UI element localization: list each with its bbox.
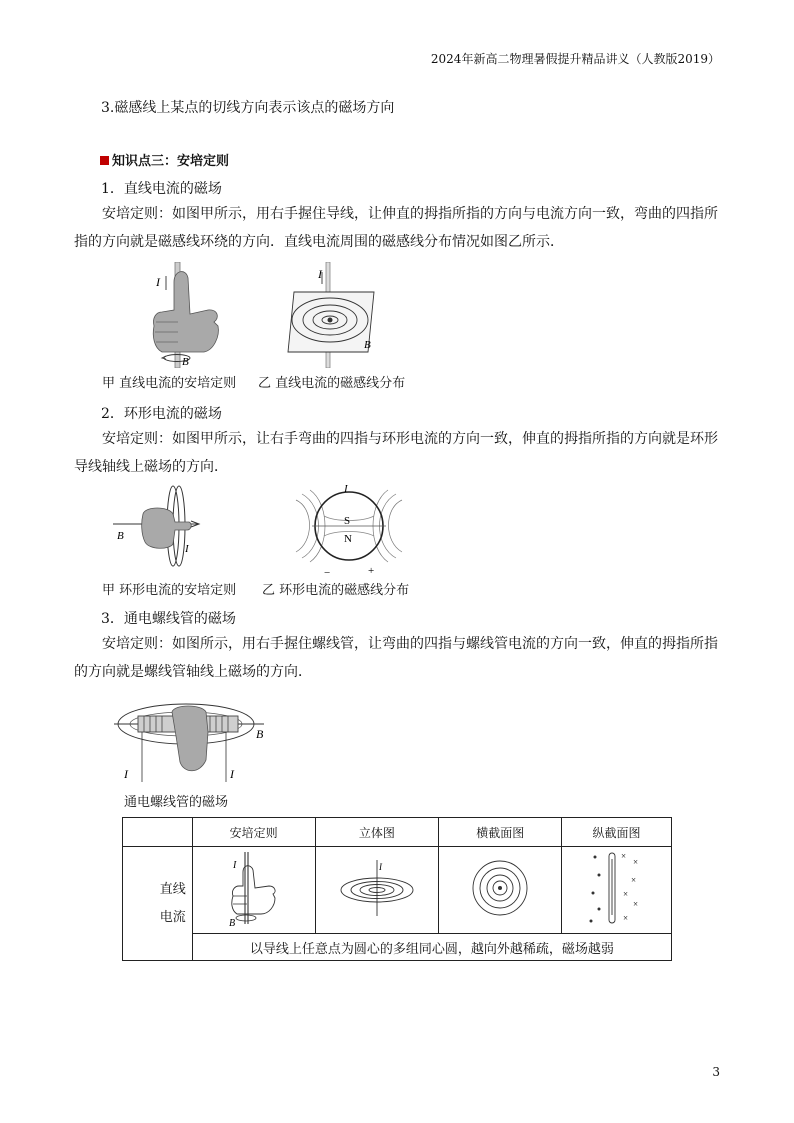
table-header-cell: 安培定则 <box>192 818 315 847</box>
fig3-label-I-right: I <box>230 767 234 781</box>
fig3-label-I-left: I <box>124 767 128 781</box>
fig1a-label-B: B <box>182 356 189 368</box>
section-2-caption-a: 甲 环形电流的安培定则 <box>102 583 237 598</box>
section-1-text: 安培定则：如图甲所示，用右手握住导线，让伸直的拇指所指的方向与电流方向一致，弯曲的四指所指的方向就是磁感线环绕的方向．直线电流周围的磁感线分布情况如图乙所示． <box>74 206 718 250</box>
table-cross-section-figure <box>465 853 535 923</box>
table-cell-3d <box>315 847 439 934</box>
fig1a-label-I: I <box>156 275 160 289</box>
section-3-caption: 通电螺线管的磁场 <box>124 795 229 810</box>
straight-wire-field-figure <box>284 262 380 368</box>
fig1b-label-I: I <box>318 267 322 281</box>
page-header: 2024年新高二物理暑假提升精品讲义（人教版2019） <box>430 52 720 66</box>
field-into-page-icon: × <box>622 889 628 899</box>
fig2b-label-S: S <box>344 515 351 527</box>
section-3-text: 安培定则：如图所示，用右手握住螺线管，让弯曲的四指与螺线管电流的方向一致，伸直的拇指所指的方向就是螺线管轴线上磁场的方向． <box>74 636 718 680</box>
square-marker-icon <box>100 156 109 165</box>
fig2b-label-plus: + <box>368 565 375 577</box>
knowledge-point-title <box>100 150 229 169</box>
table-ampere-hand-figure <box>219 850 289 926</box>
knowledge-point-title-text: 知识点三：安培定则 <box>112 154 230 169</box>
table-header-cell: 纵截面图 <box>562 818 672 847</box>
section-1-heading: 1．直线电流的磁场 <box>101 181 222 197</box>
table-header-cell: 立体图 <box>315 818 439 847</box>
table-cell-longitudinal <box>562 847 672 934</box>
table-header-cell: 横截面图 <box>439 818 562 847</box>
table-cell-ampere <box>192 847 315 934</box>
fig3-label-B: B <box>256 727 264 741</box>
field-into-page-icon: × <box>632 899 638 909</box>
section-1-caption-a: 甲 直线电流的安培定则 <box>102 376 237 391</box>
fig2b-label-minus: − <box>324 567 331 578</box>
field-into-page-icon: × <box>632 857 638 867</box>
fig2a-label-B: B <box>117 530 124 542</box>
table-description: 以导线上任意点为圆心的多组同心圆，越向外越稀疏，磁场越弱 <box>192 934 671 961</box>
table-row-label <box>123 847 193 961</box>
section-2-heading: 2．环形电流的磁场 <box>101 406 222 422</box>
straight-wire-hand-figure <box>148 262 228 368</box>
fig2b-label-I: I <box>344 483 348 495</box>
page-number: 3 <box>712 1065 720 1079</box>
table-header-cell <box>123 818 193 847</box>
fig2a-label-I: I <box>185 543 189 555</box>
ring-current-field-figure <box>294 480 404 578</box>
table-row-label-line-1: 直线 <box>159 881 186 897</box>
table-row <box>123 847 672 934</box>
ampere-rule-table <box>122 817 672 961</box>
fig2b-label-N: N <box>344 533 352 545</box>
ring-current-hand-figure <box>113 484 203 574</box>
table-3d-label-I: I <box>378 862 382 872</box>
section-2-caption-b: 乙 环形电流的磁感线分布 <box>262 583 410 598</box>
solenoid-hand-figure <box>114 690 274 786</box>
section-2-text: 安培定则：如图甲所示，让右手弯曲的四指与环形电流的方向一致，伸直的拇指所指的方向就是环形导线轴线上磁场的方向． <box>74 431 718 475</box>
table-3d-field-figure <box>332 858 422 918</box>
field-into-page-icon: × <box>630 875 636 885</box>
section-3-heading: 3．通电螺线管的磁场 <box>101 611 236 627</box>
table-row-label-line-2: 电流 <box>159 909 186 925</box>
field-into-page-icon: × <box>622 913 628 923</box>
table-longitudinal-figure <box>577 849 657 927</box>
fig1b-label-B: B <box>364 339 371 351</box>
intro-item-3: 3.磁感线上某点的切线方向表示该点的磁场方向 <box>101 100 395 116</box>
table-fig-label-B: B <box>228 918 235 926</box>
section-1-caption-b: 乙 直线电流的磁感线分布 <box>258 376 406 391</box>
table-fig-label-I: I <box>232 860 236 871</box>
field-into-page-icon: × <box>620 851 626 861</box>
table-header-row <box>123 818 672 847</box>
table-cell-cross-section <box>439 847 562 934</box>
table-row <box>123 934 672 961</box>
